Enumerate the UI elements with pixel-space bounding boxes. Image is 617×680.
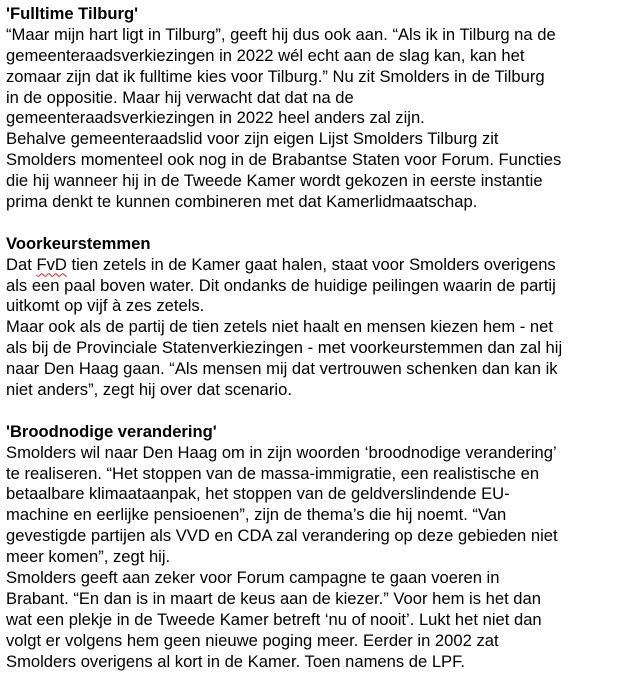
section-broodnodige-verandering [6, 422, 617, 673]
paragraph-line: uitkomt op vijf à zes zetels. [6, 296, 205, 316]
paragraph-line: te realiseren. “Het stoppen van de massa-immigratie, een realistische en [6, 463, 540, 483]
paragraph-line: Maar ook als de partij de tien zetels niet haalt en mensen kiezen hem - net [6, 317, 553, 337]
paragraph-line: Smolders geeft aan zeker voor Forum campagne te gaan voeren in [6, 568, 500, 588]
section-fulltime-tilburg [6, 4, 617, 213]
paragraph-line: Smolders wil naar Den Haag om in zijn woorden ‘broodnodige verandering’ [6, 442, 557, 462]
paragraph-line [6, 255, 617, 276]
section-heading: 'Fulltime Tilburg' [6, 4, 139, 23]
paragraph-line: meer komen”, zegt hij. [6, 547, 171, 567]
paragraph-line: in de oppositie. Maar hij verwacht dat dat na de [6, 87, 354, 107]
paragraph-line: Behalve gemeenteraadslid voor zijn eigen Lijst Smolders Tilburg zit [6, 129, 499, 149]
section-heading: 'Broodnodige verandering' [6, 421, 217, 441]
spellcheck-flagged-word[interactable]: FvD [36, 254, 67, 274]
paragraph-line: naar Den Haag gaan. “Als mensen mij dat vertrouwen schenken dan kan ik [6, 359, 558, 379]
paragraph-line: gevestigde partijen als VVD en CDA zal verandering op deze gebieden niet [6, 526, 558, 546]
paragraph-line: wat een plekje in de Tweede Kamer betreft ‘nu of nooit’. Lukt het niet dan [6, 609, 542, 629]
paragraph-line: zomaar zijn dat ik fulltime kies voor Tilburg.” Nu zit Smolders in de Tilburg [6, 66, 545, 86]
paragraph-line: gemeenteraadsverkiezingen in 2022 heel anders zal zijn. [6, 108, 425, 128]
blank-line [6, 213, 617, 234]
paragraph-line: gemeenteraadsverkiezingen in 2022 wél echt aan de slag kan, kan het [6, 45, 525, 65]
paragraph-line: als een paal boven water. Dit ondanks de huidige peilingen waarin de partij [6, 275, 556, 295]
paragraph-line: machine en eerlijke pensioenen”, zijn de thema’s die hij noemt. “Van [6, 505, 507, 525]
paragraph-line: volgt er volgens hem geen nieuwe poging meer. Eerder in 2002 zat [6, 630, 499, 650]
paragraph-line: Smolders momenteel ook nog in de Brabantse Staten voor Forum. Functies [6, 150, 562, 170]
blank-line [6, 401, 617, 422]
paragraph-line: Smolders overigens al kort in de Kamer. Toen namens de LPF. [6, 651, 466, 671]
paragraph-line: “Maar mijn hart ligt in Tilburg”, geeft hij dus ook aan. “Als ik in Tilburg na de [6, 24, 556, 44]
paragraph-line: Brabant. “En dan is in maart de keus aan de kiezer.” Voor hem is het dan [6, 588, 541, 608]
paragraph-line: die hij wanneer hij in de Tweede Kamer wordt gekozen in eerste instantie [6, 171, 543, 191]
paragraph-line: niet anders”, zegt hij over dat scenario. [6, 380, 292, 400]
text-run: Dat [6, 254, 37, 274]
paragraph-line: prima denkt te kunnen combineren met dat Kamerlidmaatschap. [6, 192, 478, 212]
section-voorkeurstemmen [6, 234, 617, 401]
section-heading: Voorkeurstemmen [6, 233, 151, 253]
paragraph-line: betaalbare klimaataanpak, het stoppen van de geldverslindende EU- [6, 484, 510, 504]
text-run: tien zetels in de Kamer gaat halen, staat voor Smolders overigens [66, 254, 556, 274]
paragraph-line: als bij de Provinciale Statenverkiezingen - met voorkeurstemmen dan zal hij [6, 338, 563, 358]
